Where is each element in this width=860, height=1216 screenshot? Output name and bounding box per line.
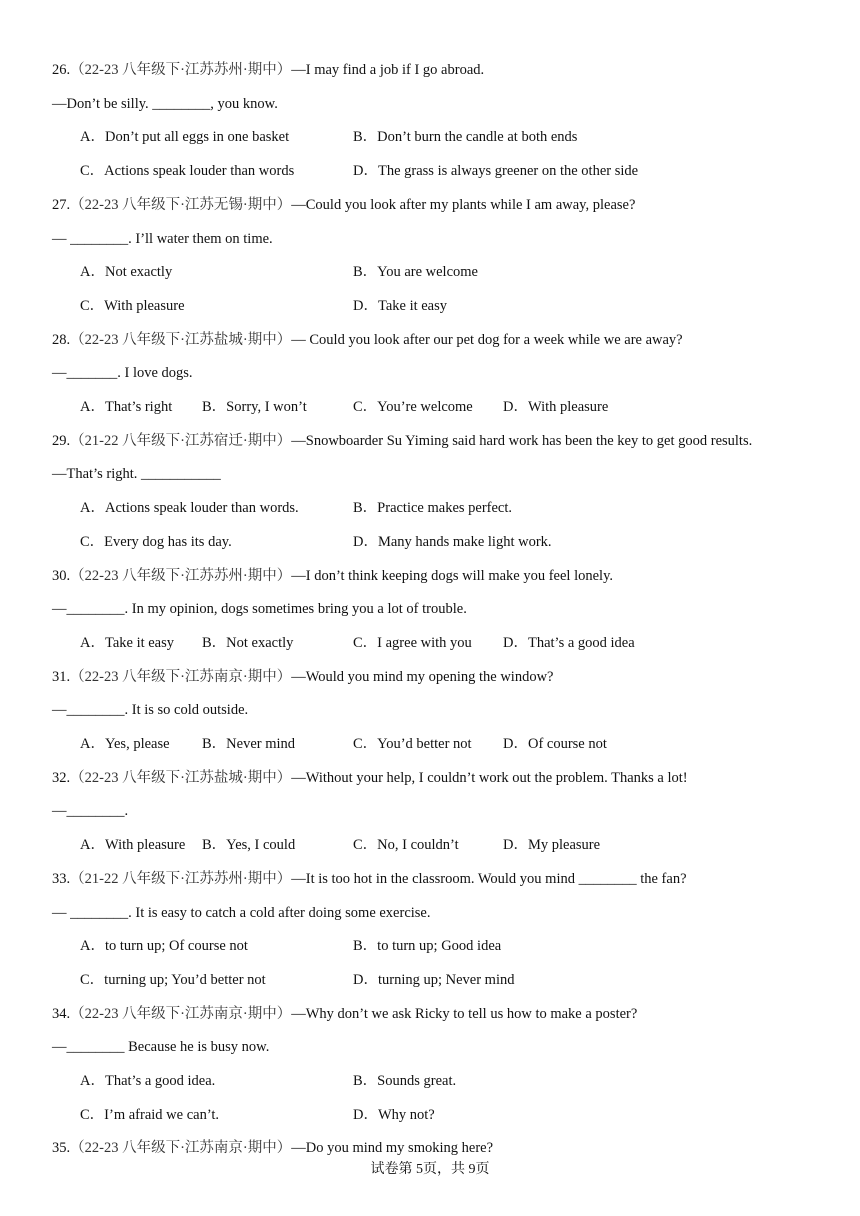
- answer-option[interactable]: A．Don’t put all eggs in one basket: [80, 129, 290, 146]
- question-text: —Snowboarder Su Yiming said hard work has been the key to get good results.: [291, 432, 753, 449]
- answer-option[interactable]: D．Of course not: [503, 736, 607, 752]
- options-row: [80, 1105, 840, 1125]
- answer-option[interactable]: D．Take it easy: [353, 297, 448, 314]
- answer-option[interactable]: B．You are welcome: [353, 264, 478, 281]
- question-number: 27.: [52, 196, 71, 213]
- answer-option[interactable]: A．to turn up; Of course not: [80, 938, 248, 955]
- question-source: （22-23 八年级下·江苏南京·期中）: [70, 1140, 292, 1157]
- answer-option[interactable]: A．With pleasure: [80, 837, 186, 854]
- answer-option[interactable]: D．My pleasure: [503, 837, 601, 854]
- question-stem: [52, 566, 840, 586]
- answer-option[interactable]: D．Many hands make light work.: [353, 533, 552, 550]
- question-response: —________. In my opinion, dogs sometimes bring you a lot of trouble.: [52, 601, 467, 618]
- answer-option[interactable]: A．That’s right: [80, 399, 173, 415]
- options-row: [80, 161, 840, 181]
- question-stem: [52, 869, 840, 889]
- question-stem: [52, 60, 840, 80]
- question-number: 30.: [52, 567, 71, 584]
- question-number: 28.: [52, 331, 71, 348]
- question-text: —Do you mind my smoking here?: [291, 1140, 494, 1157]
- options-row: [80, 262, 840, 282]
- answer-option[interactable]: C．I agree with you: [353, 634, 472, 651]
- answer-option[interactable]: B．Never mind: [202, 736, 296, 752]
- question-stem: [52, 667, 840, 687]
- question-response: —________. It is so cold outside.: [52, 702, 249, 719]
- question-number: 34.: [52, 1005, 71, 1022]
- answer-option[interactable]: D．turning up; Never mind: [353, 971, 515, 988]
- answer-option[interactable]: A．Not exactly: [80, 264, 173, 281]
- question-source: （22-23 八年级下·江苏盐城·期中）: [70, 331, 292, 348]
- question-text: —Could you look after my plants while I am away, please?: [291, 196, 636, 213]
- question-text: —I may find a job if I go abroad.: [291, 62, 485, 78]
- question-source: （22-23 八年级下·江苏盐城·期中）: [70, 769, 292, 786]
- answer-option[interactable]: B．Not exactly: [202, 634, 294, 651]
- question-stem: [52, 431, 840, 451]
- question-text: —I don’t think keeping dogs will make you feel lonely.: [291, 567, 614, 584]
- question-stem: [52, 330, 840, 350]
- answer-option[interactable]: C．You’d better not: [353, 736, 472, 752]
- answer-option[interactable]: B．Sorry, I won’t: [202, 399, 307, 415]
- page-footer: 试卷第 5页，共 9页: [370, 1162, 490, 1177]
- answer-option[interactable]: C．You’re welcome: [353, 399, 473, 415]
- answer-option[interactable]: C．turning up; You’d better not: [80, 971, 266, 988]
- question-number: 33.: [52, 870, 71, 887]
- question-number: 29.: [52, 432, 71, 449]
- question-stem: [52, 1004, 840, 1024]
- question-text: —It is too hot in the classroom. Would you mind ________ the fan?: [291, 870, 687, 887]
- question-response: —Don’t be silly. ________, you know.: [52, 95, 278, 112]
- options-row: [80, 532, 840, 552]
- question-response: — ________. I’ll water them on time.: [52, 230, 273, 247]
- question-text: —Without your help, I couldn’t work out the problem. Thanks a lot!: [291, 769, 688, 786]
- question-number: 35.: [52, 1140, 71, 1157]
- question-response: — ________. It is easy to catch a cold after doing some exercise.: [52, 904, 431, 921]
- options-row: [80, 397, 840, 417]
- answer-option[interactable]: D．With pleasure: [503, 399, 609, 415]
- answer-option[interactable]: D．Why not?: [353, 1106, 435, 1123]
- question-number: 26.: [52, 62, 71, 78]
- question-text: —Would you mind my opening the window?: [291, 668, 554, 685]
- question-source: （21-22 八年级下·江苏宿迁·期中）: [70, 432, 292, 449]
- question-number: 32.: [52, 769, 71, 786]
- question-source: （22-23 八年级下·江苏南京·期中）: [70, 668, 292, 685]
- question-response: —________.: [52, 803, 129, 820]
- answer-option[interactable]: B．Don’t burn the candle at both ends: [353, 129, 578, 146]
- options-row: [80, 1071, 840, 1091]
- answer-option[interactable]: C．Every dog has its day.: [80, 533, 232, 550]
- answer-option[interactable]: C．Actions speak louder than words: [80, 163, 295, 180]
- question-source: （22-23 八年级下·江苏苏州·期中）: [70, 62, 292, 78]
- answer-option[interactable]: D．That’s a good idea: [503, 634, 635, 651]
- answer-option[interactable]: D．The grass is always greener on the other side: [353, 163, 639, 180]
- answer-option[interactable]: B．Yes, I could: [202, 837, 296, 854]
- question-stem: [52, 195, 840, 215]
- options-row: [80, 936, 840, 956]
- options-row: [80, 734, 840, 754]
- question-source: （22-23 八年级下·江苏南京·期中）: [70, 1005, 292, 1022]
- question-source: （21-22 八年级下·江苏苏州·期中）: [70, 870, 292, 887]
- options-row: [80, 970, 840, 990]
- answer-option[interactable]: A．Yes, please: [80, 736, 170, 752]
- question-stem: [52, 1138, 840, 1158]
- options-row: [80, 498, 840, 518]
- question-response: —That’s right. ___________: [52, 466, 221, 483]
- answer-option[interactable]: A．That’s a good idea.: [80, 1073, 216, 1089]
- question-source: （22-23 八年级下·江苏无锡·期中）: [70, 196, 292, 213]
- question-text: —Why don’t we ask Ricky to tell us how to make a poster?: [291, 1005, 638, 1022]
- question-source: （22-23 八年级下·江苏苏州·期中）: [70, 567, 292, 584]
- answer-option[interactable]: A．Take it easy: [80, 634, 175, 651]
- answer-option[interactable]: B．Practice makes perfect.: [353, 500, 513, 517]
- question-number: 31.: [52, 668, 71, 685]
- options-row: [80, 296, 840, 316]
- answer-option[interactable]: B．to turn up; Good idea: [353, 938, 502, 955]
- answer-option[interactable]: C．I’m afraid we can’t.: [80, 1106, 220, 1123]
- question-response: —_______. I love dogs.: [52, 365, 193, 382]
- question-text: — Could you look after our pet dog for a week while we are away?: [291, 331, 683, 348]
- options-row: [80, 633, 840, 653]
- options-row: [80, 127, 840, 147]
- answer-option[interactable]: A．Actions speak louder than words.: [80, 500, 299, 517]
- answer-option[interactable]: C．No, I couldn’t: [353, 837, 459, 854]
- question-stem: [52, 768, 840, 788]
- answer-option[interactable]: C．With pleasure: [80, 297, 185, 314]
- answer-option[interactable]: B．Sounds great.: [353, 1073, 457, 1089]
- question-response: —________ Because he is busy now.: [52, 1039, 270, 1056]
- options-row: [80, 835, 840, 855]
